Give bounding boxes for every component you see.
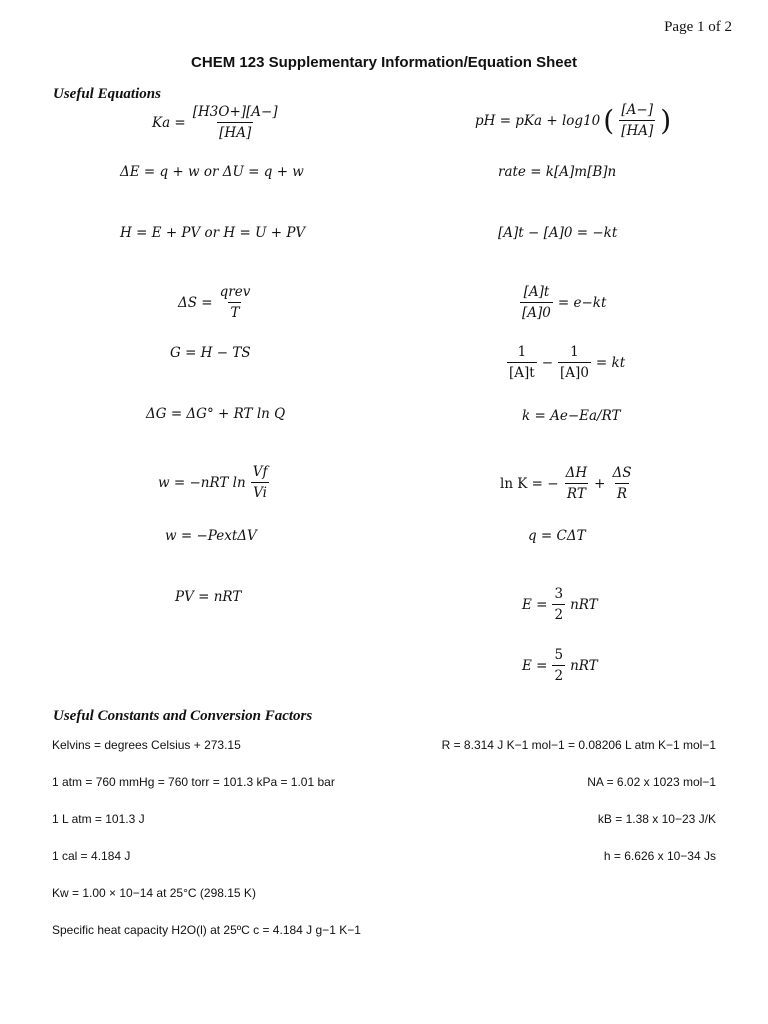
- constant-specific-heat: Specific heat capacity H2O(l) at 25ºC c = 4.184 J g−1 K−1: [52, 923, 361, 937]
- constant-gas: R = 8.314 J K−1 mol−1 = 0.08206 L atm K−1 mol−1: [441, 738, 716, 752]
- eq-lhs: ΔS =: [178, 294, 213, 311]
- eq-denominator: T: [228, 302, 241, 321]
- eq-numerator: 1: [570, 344, 579, 360]
- eq-denominator: [HA]: [619, 120, 655, 139]
- eq-rhs: nRT: [570, 657, 598, 674]
- eq-denominator: 2: [552, 665, 565, 684]
- constant-kelvin: Kelvins = degrees Celsius + 273.15: [52, 738, 241, 752]
- constant-calorie: 1 cal = 4.184 J: [52, 849, 131, 863]
- constants-heading: Useful Constants and Conversion Factors: [53, 708, 313, 724]
- eq-zero-order: [A]t − [A]0 = −kt: [498, 225, 618, 241]
- eq-denominator: [A]0: [520, 302, 553, 321]
- eq-denominator: Vi: [251, 482, 269, 501]
- eq-numerator: qrev: [219, 284, 251, 300]
- eq-enthalpy: H = E + PV or H = U + PV: [120, 225, 306, 241]
- constant-latm: 1 L atm = 101.3 J: [52, 812, 145, 826]
- eq-rate-law: rate = k[A]m[B]n: [498, 164, 617, 180]
- eq-gibbs: G = H − TS: [170, 345, 251, 361]
- constant-planck: h = 6.626 x 10−34 Js: [603, 849, 716, 863]
- eq-rhs: = e−kt: [557, 294, 607, 311]
- eq-ideal-gas: PV = nRT: [175, 589, 242, 605]
- eq-lhs: Ka =: [152, 114, 186, 131]
- eq-lhs: E =: [522, 657, 548, 674]
- eq-denominator: [A]t: [507, 362, 537, 381]
- eq-rhs: = kt: [595, 354, 626, 371]
- eq-lhs: w = −nRT ln: [158, 474, 246, 491]
- eq-numerator: ΔH: [565, 465, 588, 481]
- eq-first-order: [518, 284, 606, 321]
- eq-heat-capacity: q = CΔT: [528, 528, 586, 544]
- eq-second-order: $\frac{1}{[A]t}$ − $\frac{1}{[A]0}$ = kt: [509, 344, 626, 381]
- eq-numerator: 3: [554, 586, 564, 602]
- eq-numerator: 1: [517, 344, 527, 360]
- eq-energy-monatomic: [522, 586, 598, 623]
- eq-numerator: 5: [554, 647, 564, 663]
- eq-denominator: [HA]: [217, 122, 253, 141]
- constant-boltzmann: kB = 1.38 x 10−23 J/K: [597, 812, 716, 826]
- eq-henderson-hasselbalch: pH = pKa + log10 ( $\frac{[A-]}{[HA]}$ ): [475, 102, 672, 139]
- page-number: Page 1 of 2: [664, 19, 732, 35]
- constant-pressure: 1 atm = 760 mmHg = 760 torr = 101.3 kPa = 1.01 bar: [52, 775, 335, 789]
- eq-numerator: Vf: [252, 464, 268, 480]
- eq-work-isothermal: [158, 464, 271, 501]
- eq-lhs: ln K = −: [500, 475, 559, 492]
- eq-denominator: 2: [552, 604, 565, 623]
- eq-denominator: RT: [565, 483, 588, 502]
- eq-denominator: [A]0: [558, 362, 591, 381]
- eq-vant-hoff: ln K = − $\frac{\Delta H}{RT}$ + $\frac{\Delta S}{R}$: [500, 465, 632, 502]
- eq-acid-dissociation: [152, 104, 282, 141]
- eq-numerator: [A]t: [523, 284, 550, 300]
- eq-gibbs-q: ΔG = ΔG° + RT ln Q: [146, 406, 286, 422]
- eq-arrhenius: k = Ae−Ea/RT: [522, 408, 621, 424]
- eq-lhs: E =: [522, 596, 548, 613]
- eq-denominator: R: [615, 483, 629, 502]
- eq-energy-diatomic: [522, 647, 598, 684]
- eq-numerator: ΔS: [612, 465, 632, 481]
- eq-entropy: [178, 284, 254, 321]
- eq-internal-energy: ΔE = q + w or ΔU = q + w: [120, 164, 304, 180]
- eq-rhs: nRT: [570, 596, 598, 613]
- constant-kw: Kw = 1.00 × 10−14 at 25°C (298.15 K): [52, 886, 256, 900]
- constant-avogadro: NA = 6.02 x 1023 mol−1: [587, 775, 716, 789]
- page-title: CHEM 123 Supplementary Information/Equation Sheet: [191, 54, 577, 71]
- eq-numerator: [A−]: [621, 102, 654, 118]
- eq-lhs: pH = pKa + log10: [475, 112, 601, 129]
- equations-heading: Useful Equations: [53, 86, 161, 102]
- eq-numerator: [H3O+][A−]: [192, 104, 278, 120]
- eq-work-pressure: w = −PextΔV: [165, 528, 257, 544]
